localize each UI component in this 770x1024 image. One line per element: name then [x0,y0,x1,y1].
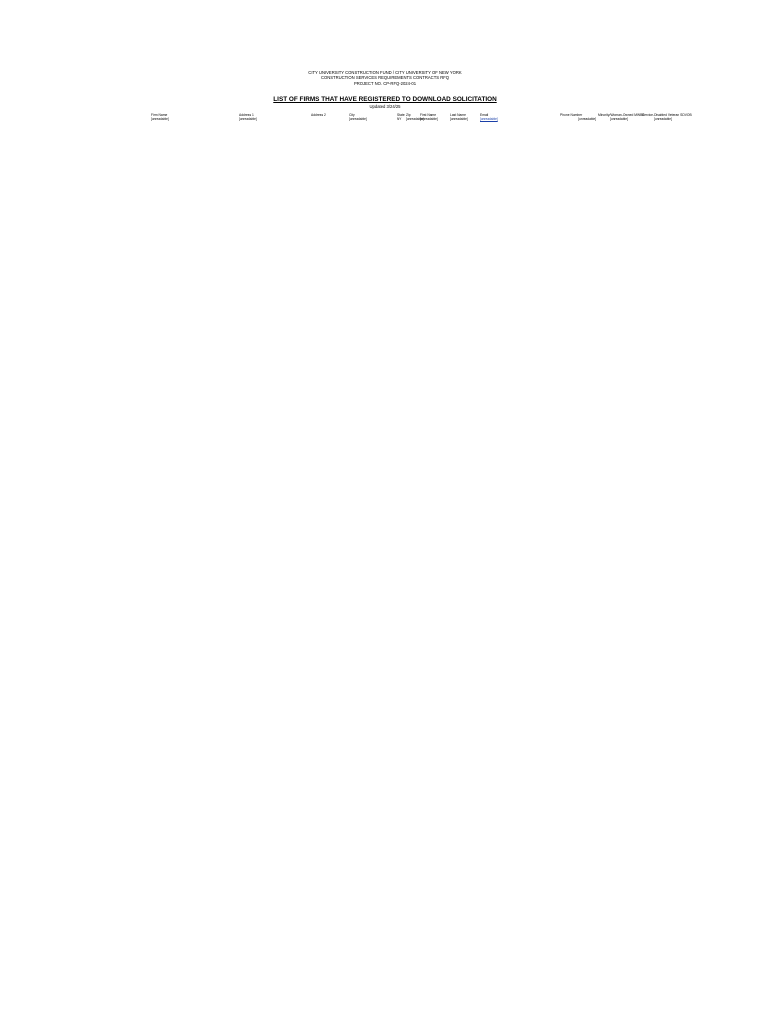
email-link[interactable]: [unreadable] [480,117,498,122]
column-header-mwbe: Minority/Woman-Owned MWBE [598,113,645,117]
firm-name-cell: [unreadable] [151,117,169,122]
zip-cell: [unreadable] [406,117,424,122]
column-header-first-name: First Name [420,113,437,117]
first-name-cell: [unreadable] [420,117,438,122]
column-header-email: Email [480,113,489,117]
column-header-last-name: Last Name [450,113,466,117]
column-header-address-2: Address 2 [311,113,326,117]
header-line-1: CITY UNIVERSITY CONSTRUCTION FUND / CITY UNIVERSITY OF NEW YORK [308,70,462,75]
phone-cell: [unreadable] [578,117,596,122]
document-subtitle: Updated 3/24/25 [369,104,401,109]
column-header-firm: Firm Name [151,113,168,117]
email-cell [479,117,559,122]
header-line-3: PROJECT NO. CP-RFQ-2024-01 [353,80,417,86]
registered-firms-table [150,113,692,122]
column-header-zip: Zip [406,113,411,117]
column-header-city: City [349,113,355,117]
column-header-sdvob: Service-Disabled Veteran SDVOB [642,113,692,117]
address-1-cell: [unreadable] [239,117,257,122]
city-cell: [unreadable] [349,117,367,122]
state-cell: NY [397,117,402,122]
header-line-2: CONSTRUCTION SERVICES REQUIREMENTS CONTRACTS RFQ [320,75,450,81]
column-header-address-1: Address 1 [239,113,254,117]
address-2-cell [310,117,348,122]
last-name-cell: [unreadable] [450,117,468,122]
mwbe-cell: [unreadable] [610,117,628,122]
column-header-phone: Phone Number [560,113,583,117]
column-header-state: State [397,113,405,117]
document-title: LIST OF FIRMS THAT HAVE REGISTERED TO DOWNLOAD SOLICITATION [273,96,497,103]
document-header [0,70,770,86]
sdvob-cell: [unreadable] [654,117,672,122]
table-body [150,117,685,122]
table-row [150,117,685,122]
